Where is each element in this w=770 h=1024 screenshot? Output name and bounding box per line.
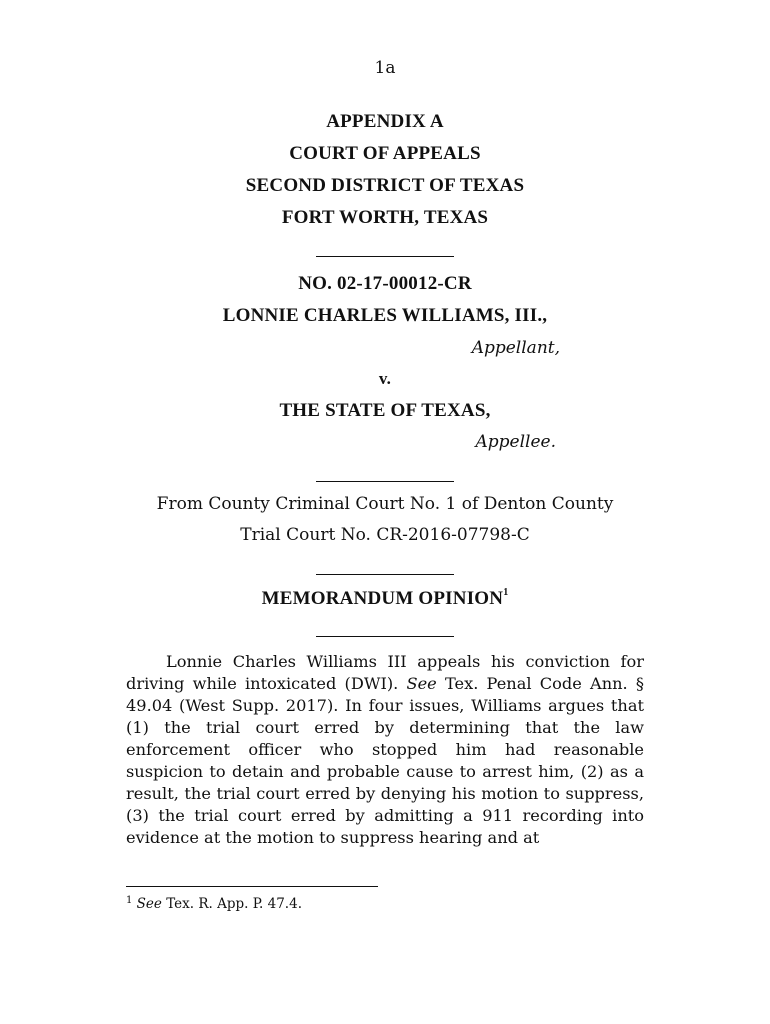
paragraph-text: Lonnie Charles Williams III appeals his conviction for driving while intoxicated (DWI). [126, 652, 644, 693]
page-number: 1a [374, 58, 396, 78]
district-name: SECOND DISTRICT OF TEXAS [245, 175, 525, 196]
divider-rule [316, 574, 454, 575]
trial-court-number: Trial Court No. CR-2016-07798-C [240, 525, 530, 545]
footnote-signal: See [136, 896, 162, 912]
divider-rule [316, 481, 454, 482]
case-number: NO. 02-17-00012-CR [298, 273, 472, 294]
court-location: FORT WORTH, TEXAS [281, 207, 489, 228]
paragraph-text: Tex. Penal Code Ann. § 49.04 (West Supp. 2017). In four issues, Williams argues that (1) the trial court erred by determining that the law enforcement officer who stopped him had reasonable suspicion to detain and probable cause to arrest him, (2) as a result, the trial court erred by denying his motion to suppress, (3) the trial court erred by admitting a 911 recording into evidence at the motion to suppress hearing and at [126, 674, 644, 847]
origin-court: From County Criminal Court No. 1 of Denton County [156, 494, 614, 514]
appellee-role: Appellee. [475, 432, 556, 452]
opinion-paragraph [126, 651, 644, 849]
footnote-marker: 1 [126, 895, 133, 906]
divider-rule [316, 636, 454, 637]
opinion-title [0, 588, 770, 610]
citation-signal: See [406, 674, 437, 693]
footnote-divider [126, 886, 378, 887]
versus: v. [378, 369, 392, 388]
footnote-reference: 1 [503, 587, 509, 598]
court-name: COURT OF APPEALS [289, 143, 481, 164]
opinion-title-text: MEMORANDUM OPINION [261, 588, 504, 609]
appellee-name: THE STATE OF TEXAS, [279, 400, 491, 421]
appendix-heading: APPENDIX A [326, 111, 444, 132]
footnote-text: Tex. R. App. P. 47.4. [161, 896, 302, 912]
appellant-role: Appellant, [471, 338, 560, 358]
footnote [126, 896, 302, 912]
divider-rule [316, 256, 454, 257]
appellant-name: LONNIE CHARLES WILLIAMS, III., [222, 305, 548, 326]
